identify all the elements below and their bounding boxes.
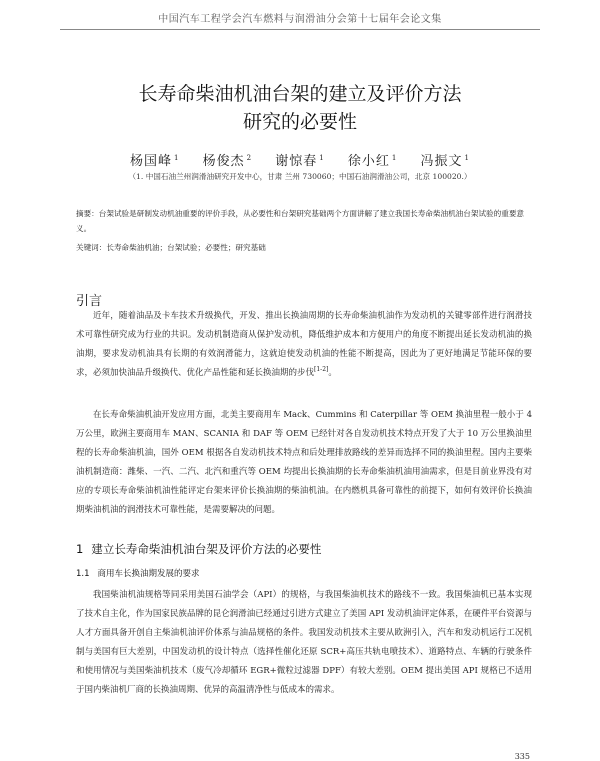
author [275,154,324,169]
section-1-1-paragraph: 我国柴油机油规格等同采用美国石油学会（API）的规格，与我国柴油机技术的路线不一致。我国柴油机已基本实现了技术自主化，作为国家民族品牌的昆仑润滑油已经通过引进方式建立了美国 API 发动机油评定体系，在硬件平台资源与人才方面具备开创自主柴油机油评价体系与油品规格的条件。我国发动机技术主要从欧洲引入，汽车和发动机运行工况机制与美国有巨大差别，中国发动机的设计特点（选择性催化还原 SCR+高压共轨电喷技术）、道路特点、车辆的行驶条件和使用情况与美国柴油机技术（废气冷却循环 EGR+微粒过滤器 DPF）有较大差别。OEM 提出美国 API 规格已不适用于国内柴油机厂商的长换油周期、优异的高温清净性与低成本的需求。 [76,590,532,695]
author-list [60,150,540,169]
author-name: 杨俊杰 [202,154,245,169]
author-name: 杨国峰 [130,154,173,169]
section-number: 1 [76,542,84,556]
author-name: 冯振文 [420,154,463,169]
author-affil-mark: 1 [174,154,180,162]
section-heading-intro: 引言 [76,294,103,309]
author-affil-mark: 1 [391,154,398,162]
section-heading-1 [76,541,321,557]
abstract: 摘要：台架试验是研制发动机油重要的评价手段，从必要性和台架研究基础两个方面讲解了建立我国长寿命柴油机油台架试验的重要意义。 [76,209,525,233]
section-title: 建立长寿命柴油机油台架及评价方法的必要性 [91,542,322,556]
paragraph-text: 近年，随着油品及卡车技术升级换代，开发、推出长换油周期的长寿命柴油机油作为发动机的关键零部件进行润滑技术可靠性研究成为行业的共识。发动机制造商从保护发动机，降低维护成本和方便用户的角度不断提出延长发动机油的换油期，要求发动机油具有长期的有效润滑能力，这就迫使发动机油的性能不断提高，因此为了更好地满足节能环保的要求，必须加快油品升级换代、优化产品性能和延长换油期的步伐 [76,311,532,378]
author-affil-mark: 1 [319,154,325,162]
running-header: 中国汽车工程学会汽车燃料与润滑油分会第十七届年会论文集 [60,10,540,30]
citation: [1-2] [314,366,329,373]
title-line-2: 研究的必要性 [242,111,357,133]
author [130,154,179,169]
paper-title [60,80,540,136]
author [348,154,397,169]
page-number: 335 [514,752,530,761]
author [421,154,470,169]
author-name: 谢惊春 [275,154,318,169]
author [203,154,252,169]
keywords: 关键词：长寿命柴油机油；台架试验；必要性；研究基础 [76,243,266,252]
author-affil-mark: 2 [246,154,253,162]
author-name: 徐小红 [347,154,390,169]
affiliation: （1. 中国石油兰州润滑油研究开发中心，甘肃 兰州 730060；中国石油润滑油公司，北京 100020.） [128,172,472,181]
intro-paragraph-1 [76,307,532,383]
subsection-number: 1.1 [76,569,90,579]
author-affil-mark: 1 [464,154,470,162]
intro-paragraph-2: 在长寿命柴油机油开发应用方面，北美主要商用车 Mack、Cummins 和 Caterpillar 等 OEM 换油里程一般小于 4 万公里，欧洲主要商用车 MAN、SCANIA 和 DAF 等 OEM 已经针对各自发动机技术特点开发了大于 10 万公里换油里程的长寿命柴油机油，国外 OEM 根据各自发动机技术特点和后处理排放路线的差异而选择不同的换油里程。国内主要柴油机制造商：潍柴、一汽、二汽、北汽和重汽等 OEM 均提出长换油期的长寿命柴油机油用油需求，但是目前业界没有对应的专项长寿命柴油机油性能评定台架来评价长换油期的柴油机油。在内燃机具备可靠性的前提下，如何有效评价长换油期柴油机油的润滑技术可靠性能，是需要解决的问题。 [76,410,532,515]
subsection-heading-1-1 [76,567,200,579]
paragraph-end: 。 [328,368,337,378]
title-line-1: 长寿命柴油机油台架的建立及评价方法 [138,83,462,105]
subsection-title: 商用车长换油期发展的要求 [97,569,200,579]
